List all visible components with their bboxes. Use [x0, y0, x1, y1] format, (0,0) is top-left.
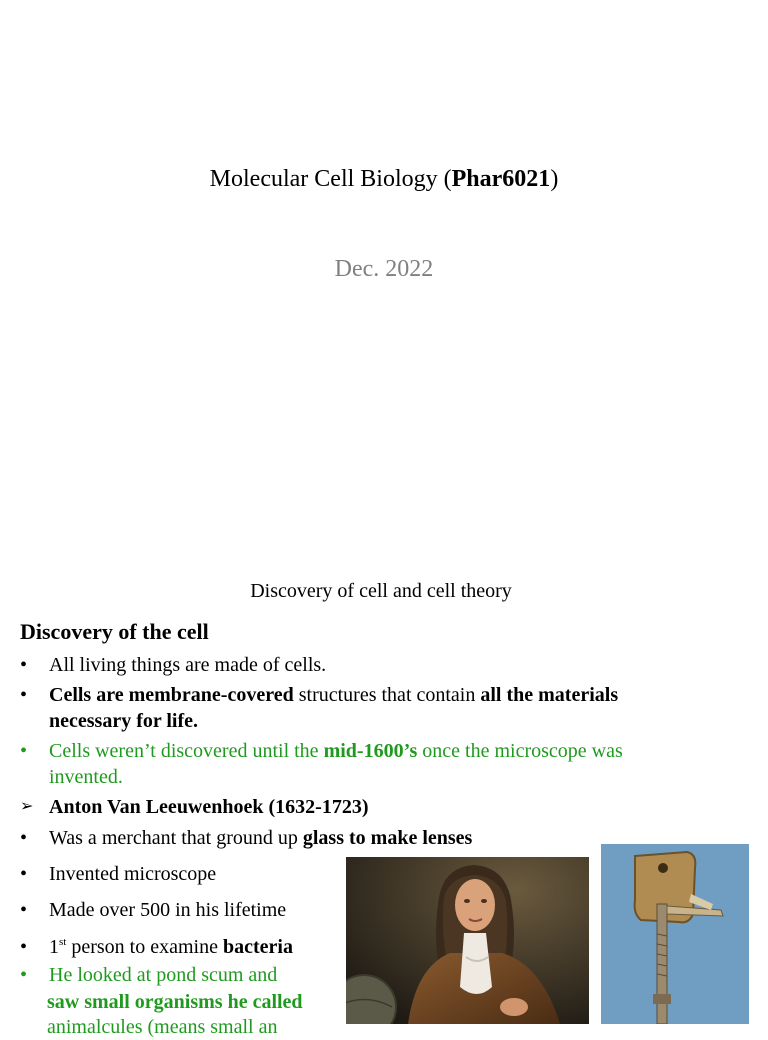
bullet-icon: • — [20, 740, 28, 762]
section-heading: Discovery of the cell — [20, 619, 209, 644]
bullet-item — [20, 682, 700, 734]
bullet-text: Made over 500 in his lifetime — [49, 899, 287, 921]
bullet-icon: • — [20, 863, 28, 885]
bold-text: bacteria — [222, 936, 293, 958]
text-run: 1 — [49, 936, 59, 958]
slide-title — [0, 166, 768, 193]
course-code: Phar6021 — [451, 166, 551, 192]
bullet-item — [20, 962, 330, 988]
microscope-image — [601, 844, 749, 1024]
bullet-item — [20, 794, 700, 820]
bullet-text: All living things are made of cells. — [49, 654, 327, 676]
portrait-image — [346, 857, 589, 1024]
bullet-icon: • — [20, 827, 28, 849]
bold-text: saw small organisms he called — [47, 991, 303, 1013]
bullet-icon: • — [20, 654, 28, 676]
bullet-text: He looked at pond scum and — [49, 964, 278, 986]
text-run: person to examine — [66, 936, 223, 958]
bullet-icon: • — [20, 936, 28, 958]
bullet-text: Invented microscope — [49, 863, 217, 885]
bullet-icon: • — [20, 899, 28, 921]
bullet-continuation-cut — [47, 1014, 347, 1040]
bullet-item — [20, 825, 700, 851]
bullet-item — [20, 738, 700, 790]
superscript: st — [59, 936, 67, 948]
text-run: animalcules (means small an — [47, 1016, 278, 1038]
bullet-continuation — [47, 989, 347, 1015]
bold-text: Anton Van Leeuwenhoek (1632-1723) — [49, 796, 369, 818]
bold-text: all the materials necessary for life. — [49, 684, 619, 732]
bullet-icon: • — [20, 684, 28, 706]
bullet-text — [49, 738, 700, 790]
title-suffix: ) — [550, 166, 559, 192]
slide-subtitle: Discovery of cell and cell theory — [250, 580, 512, 602]
slide-date: Dec. 2022 — [334, 256, 434, 282]
portrait-illustration — [346, 857, 589, 1024]
text-run: structures that contain — [293, 684, 481, 706]
text-run: Cells weren’t discovered until the — [49, 740, 324, 762]
bullet-item — [20, 652, 700, 678]
bullet-text — [49, 794, 700, 820]
arrow-bullet-icon: ➢ — [20, 798, 34, 815]
title-prefix: Molecular Cell Biology ( — [209, 166, 452, 192]
text-run: once the microscope was invented. — [49, 740, 623, 788]
bullet-text — [49, 682, 700, 734]
microscope-illustration — [601, 844, 749, 1024]
bold-text: glass to make lenses — [302, 827, 473, 849]
bold-text: mid-1600’s — [323, 740, 418, 762]
text-run: Was a merchant that ground up — [49, 827, 303, 849]
bullet-icon: • — [20, 964, 28, 986]
bold-text: Cells are membrane-covered — [49, 684, 294, 706]
